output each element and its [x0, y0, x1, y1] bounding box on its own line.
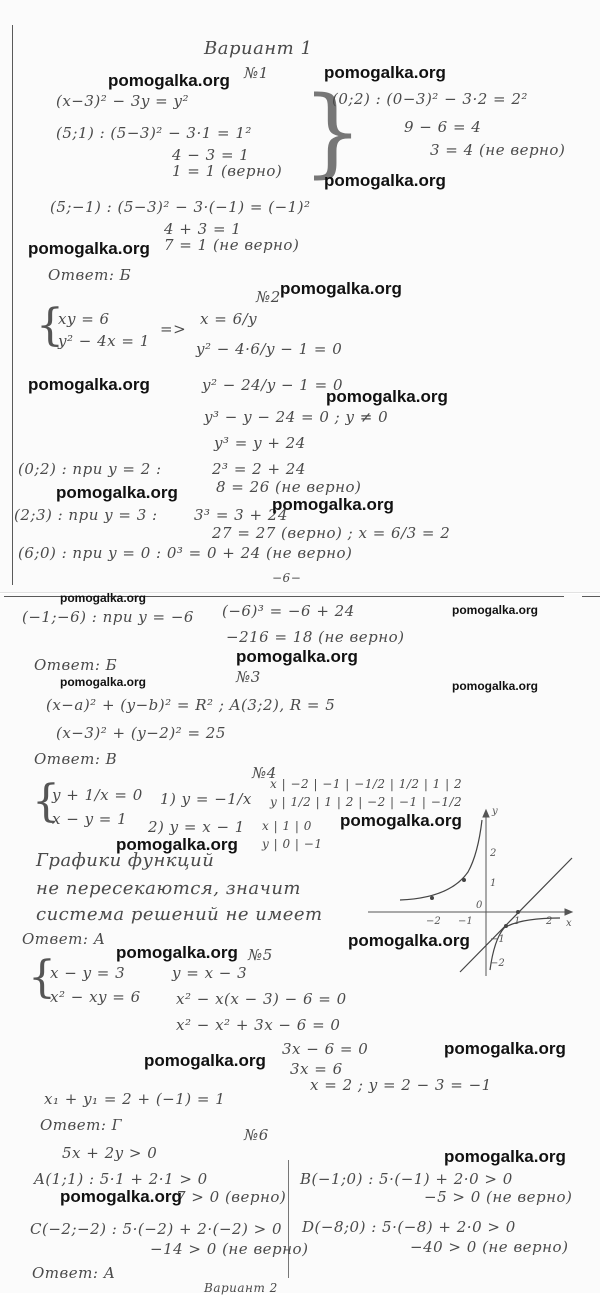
task1-number: №1	[244, 64, 269, 82]
task1-brace: }	[302, 76, 364, 188]
task6-inequality: 5x + 2y > 0	[62, 1144, 158, 1162]
task2-check2-result: 27 = 27 (верно) ; x = 6/3 = 2	[212, 524, 451, 542]
task1-point3-result: 7 = 1 (не верно)	[164, 236, 300, 254]
watermark[interactable]: pomogalka.org	[444, 1147, 566, 1166]
task4-graph	[360, 800, 580, 980]
task2-system-brace: {	[36, 300, 64, 351]
task2-check2-step: 3³ = 3 + 24	[194, 506, 288, 524]
task1-equation: (x−3)² − 3y = y²	[56, 92, 190, 110]
y-axis-label: y	[492, 806, 498, 817]
task2-step5: y³ = y + 24	[214, 434, 306, 452]
task2-substitute: y² − 4·6/y − 1 = 0	[196, 340, 343, 358]
task2-check4: (−1;−6) : при y = −6	[22, 608, 194, 626]
task2-system-eq1: xy = 6	[58, 310, 110, 328]
tick-x: 1	[514, 916, 521, 927]
task6-point-d-result: −40 > 0 (не верно)	[410, 1238, 569, 1256]
task6-point-b: B(−1;0) : 5·(−1) + 2·0 > 0	[300, 1170, 513, 1188]
watermark[interactable]: pomogalka.org	[324, 171, 446, 190]
task6-point-b-result: −5 > 0 (не верно)	[424, 1188, 573, 1206]
watermark[interactable]: pomogalka.org	[272, 495, 394, 514]
page-edge-line	[12, 25, 13, 585]
task2-express-x: x = 6/y	[200, 310, 258, 328]
task6-point-d: D(−8;0) : 5·(−8) + 2·0 > 0	[302, 1218, 516, 1236]
notebook-page-1	[0, 0, 600, 593]
graph-point	[462, 878, 466, 882]
watermark[interactable]: pomogalka.org	[28, 239, 150, 258]
task5-sum: x₁ + y₁ = 2 + (−1) = 1	[44, 1090, 226, 1108]
task4-number: №4	[252, 764, 277, 782]
task4-function1: 1) y = −1/x	[160, 790, 252, 808]
task6-point-c: C(−2;−2) : 5·(−2) + 2·(−2) > 0	[30, 1220, 283, 1238]
tick-x: −2	[426, 916, 441, 927]
task5-step3: x² − x² + 3x − 6 = 0	[176, 1016, 341, 1034]
watermark[interactable]: pomogalka.org	[28, 375, 150, 394]
task5-system-brace: {	[28, 952, 56, 1003]
task1-point1-step: 4 − 3 = 1	[172, 146, 250, 164]
watermark[interactable]: pomogalka.org	[60, 591, 147, 605]
task1-point3: (5;−1) : (5−3)² − 3·(−1) = (−1)²	[50, 198, 311, 216]
y-axis-arrow	[483, 810, 489, 817]
task3-substituted: (x−3)² + (y−2)² = 25	[56, 724, 226, 742]
tick-x: 0	[476, 900, 483, 911]
task2-check3: (6;0) : при y = 0 : 0³ = 0 + 24 (не верно)	[18, 544, 353, 562]
x-axis-label: x	[566, 918, 572, 929]
watermark[interactable]: pomogalka.org	[116, 835, 238, 854]
task4-system-brace: {	[32, 776, 60, 827]
task4-table1-y-row: y | 1/2 | 1 | 2 | −2 | −1 | −1/2	[270, 795, 463, 809]
task1-point2-step: 9 − 6 = 4	[404, 118, 482, 136]
task6-point-c-result: −14 > 0 (не верно)	[150, 1240, 309, 1258]
task5-step5: 3x = 6	[290, 1060, 343, 1078]
task5-system-eq2: x² − xy = 6	[50, 988, 141, 1006]
task5-answer: Ответ: Г	[40, 1116, 123, 1134]
watermark[interactable]: pomogalka.org	[56, 483, 178, 502]
tick-y: 1	[490, 878, 497, 889]
hyperbola-branch-left	[400, 820, 482, 900]
variant-title: Вариант 1	[204, 38, 313, 59]
task5-solution: x = 2 ; y = 2 − 3 = −1	[310, 1076, 492, 1094]
watermark[interactable]: pomogalka.org	[60, 675, 147, 689]
tick-y: −1	[490, 934, 505, 945]
watermark[interactable]: pomogalka.org	[326, 387, 448, 406]
task4-conclusion-line3: система решений не имеет	[36, 904, 323, 925]
task2-system-eq2: y² − 4x = 1	[58, 332, 150, 350]
watermark[interactable]: pomogalka.org	[108, 71, 230, 90]
task4-system-eq1: y + 1/x = 0	[52, 786, 143, 804]
watermark[interactable]: pomogalka.org	[60, 1187, 182, 1206]
task6-number: №6	[244, 1126, 269, 1144]
watermark[interactable]: pomogalka.org	[144, 1051, 266, 1070]
task4-table1-x-row: x | −2 | −1 | −1/2 | 1/2 | 1 | 2	[270, 777, 463, 791]
task1-point1: (5;1) : (5−3)² − 3·1 = 1²	[56, 124, 252, 142]
watermark[interactable]: pomogalka.org	[340, 811, 462, 830]
task1-point2-result: 3 = 4 (не верно)	[430, 141, 566, 159]
task4-answer: Ответ: А	[22, 930, 106, 948]
task4-conclusion-line2: не пересекаются, значит	[36, 878, 301, 899]
x-axis-arrow	[565, 909, 572, 915]
task6-point-a-result: 7 > 0 (верно)	[176, 1188, 287, 1206]
task2-step4: y³ − y − 24 = 0 ; y ≠ 0	[204, 408, 389, 426]
task3-answer: Ответ: В	[34, 750, 118, 768]
watermark[interactable]: pomogalka.org	[236, 647, 358, 666]
task5-step4: 3x − 6 = 0	[282, 1040, 369, 1058]
tick-x: −1	[458, 916, 473, 927]
task5-number: №5	[248, 946, 273, 964]
watermark[interactable]: pomogalka.org	[452, 603, 539, 617]
task5-step1: y = x − 3	[172, 964, 248, 982]
next-variant-title: Вариант 2	[204, 1281, 278, 1295]
task2-check1-step: 2³ = 2 + 24	[212, 460, 306, 478]
page-number: −6−	[272, 571, 302, 585]
task4-system-eq2: x − y = 1	[52, 810, 128, 828]
watermark[interactable]: pomogalka.org	[324, 63, 446, 82]
task4-table2-y-row: y | 0 | −1	[262, 837, 323, 851]
tick-y: −2	[490, 958, 505, 969]
task4-conclusion-line1: Графики функций	[36, 850, 215, 871]
task2-implies-arrow: =>	[160, 320, 187, 338]
task2-step3: y² − 24/y − 1 = 0	[202, 376, 344, 394]
task3-circle-equation: (x−a)² + (y−b)² = R² ; A(3;2), R = 5	[46, 696, 336, 714]
page-edge-line	[582, 596, 600, 597]
task5-system-eq1: x − y = 3	[50, 964, 126, 982]
task2-answer: Ответ: Б	[34, 656, 118, 674]
task1-point3-step: 4 + 3 = 1	[164, 220, 242, 238]
task6-point-a: A(1;1) : 5·1 + 2·1 > 0	[34, 1170, 208, 1188]
watermark[interactable]: pomogalka.org	[116, 943, 238, 962]
task1-point2: (0;2) : (0−3)² − 3·2 = 2²	[332, 90, 528, 108]
task2-check4-result: −216 = 18 (не верно)	[226, 628, 405, 646]
task2-check1: (0;2) : при y = 2 :	[18, 460, 162, 478]
task6-divider	[288, 1160, 289, 1278]
task2-check1-result: 8 = 26 (не верно)	[216, 478, 362, 496]
line-y-equals-x-minus-1	[460, 858, 572, 972]
task4-table2-x-row: x | 1 | 0	[262, 819, 312, 833]
tick-y: 2	[490, 848, 497, 859]
task2-check2: (2;3) : при y = 3 :	[14, 506, 158, 524]
task3-number: №3	[236, 668, 261, 686]
task1-answer: Ответ: Б	[48, 266, 132, 284]
tick-x: 2	[546, 916, 553, 927]
graph-point	[504, 924, 508, 928]
task4-function2: 2) y = x − 1	[148, 818, 245, 836]
graph-point	[430, 896, 434, 900]
graph-point	[516, 910, 520, 914]
task2-check4-step: (−6)³ = −6 + 24	[222, 602, 355, 620]
task6-answer: Ответ: А	[32, 1264, 116, 1282]
watermark[interactable]: pomogalka.org	[280, 279, 402, 298]
task1-point1-result: 1 = 1 (верно)	[172, 162, 283, 180]
task5-step2: x² − x(x − 3) − 6 = 0	[176, 990, 347, 1008]
watermark[interactable]: pomogalka.org	[444, 1039, 566, 1058]
watermark[interactable]: pomogalka.org	[348, 931, 470, 950]
task2-number: №2	[256, 288, 281, 306]
watermark[interactable]: pomogalka.org	[452, 679, 539, 693]
